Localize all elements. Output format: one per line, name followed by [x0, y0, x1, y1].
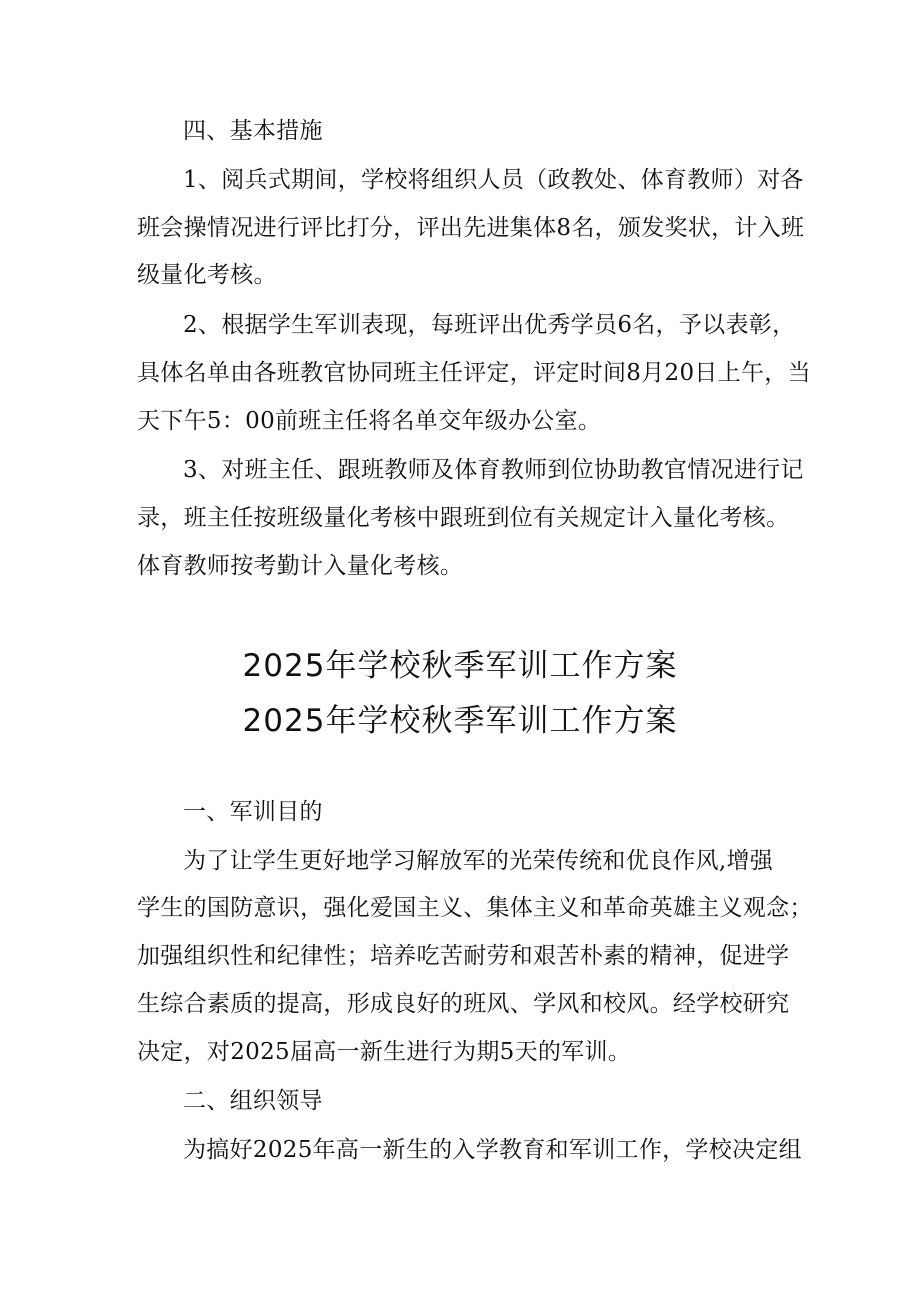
paragraph-line: 学生的国防意识，强化爱国主义、集体主义和革命英雄主义观念；: [137, 895, 813, 921]
paragraph-line: 录，班主任按班级量化考核中跟班到位有关规定计入量化考核。: [137, 505, 790, 531]
paragraph-line: 1、阅兵式期间，学校将组织人员（政教处、体育教师）对各: [183, 167, 804, 193]
paragraph-line: 天下午5：00前班主任将名单交年级办公室。: [137, 408, 602, 434]
paragraph-line: 级量化考核。: [137, 262, 277, 288]
section-heading-basic-measures: 四、基本措施: [183, 118, 323, 144]
paragraph-line: 体育教师按考勤计入量化考核。: [137, 553, 464, 579]
section-heading-training-purpose: 一、军训目的: [183, 799, 323, 825]
paragraph-line: 生综合素质的提高，形成良好的班风、学风和校风。经学校研究: [137, 991, 790, 1017]
document-title: 2025年学校秋季军训工作方案: [242, 648, 678, 684]
paragraph-line: 3、对班主任、跟班教师及体育教师到位协助教官情况进行记: [183, 457, 804, 483]
paragraph-line: 具体名单由各班教官协同班主任评定，评定时间8月20日上午，当: [137, 360, 811, 386]
paragraph-line: 加强组织性和纪律性；培养吃苦耐劳和艰苦朴素的精神，促进学: [137, 943, 790, 969]
paragraph-line: 为搞好2025年高一新生的入学教育和军训工作，学校决定组: [183, 1137, 802, 1163]
document-title-duplicate: 2025年学校秋季军训工作方案: [242, 703, 678, 739]
paragraph-line: 为了让学生更好地学习解放军的光荣传统和优良作风,增强: [183, 848, 774, 874]
section-heading-organization: 二、组织领导: [183, 1088, 323, 1114]
paragraph-line: 决定，对2025届高一新生进行为期5天的军训。: [137, 1039, 632, 1065]
paragraph-line: 2、根据学生军训表现，每班评出优秀学员6名，予以表彰，: [183, 312, 796, 338]
paragraph-line: 班会操情况进行评比打分，评出先进集体8名，颁发奖状，计入班: [137, 215, 805, 241]
